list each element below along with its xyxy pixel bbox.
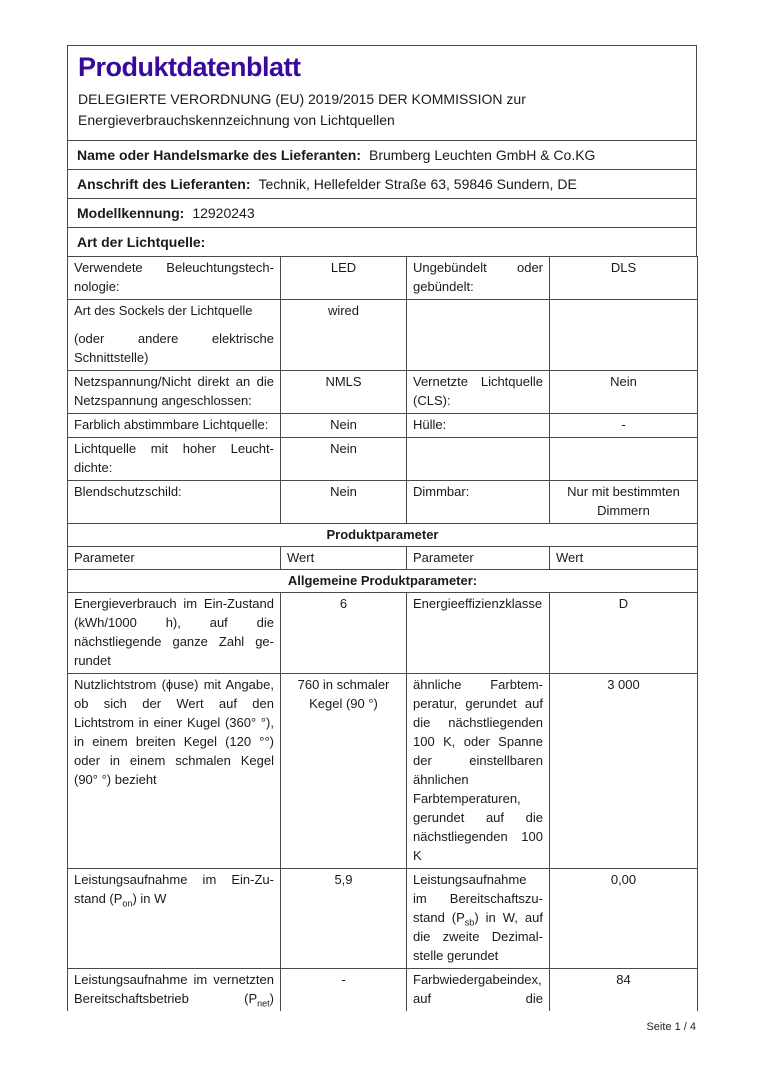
section-row-produktparameter <box>68 524 698 547</box>
regulation-line-2: Energieverbrauchskennzeichnung von Lichtquellen <box>78 112 395 128</box>
param-cell: Energieverbrauch im Ein-Zustand (kWh/1000 h), auf die nächstliegende ganze Zahl gerundet <box>68 593 281 674</box>
section-header-produktparameter: Produktparameter <box>68 524 698 547</box>
table-row-colour-tunable <box>68 414 698 438</box>
value-cell: - <box>281 969 407 1012</box>
param-cell: Vernetzte Lichtquelle (CLS): <box>407 371 550 414</box>
model-id-label: Modellkennung: <box>77 205 185 221</box>
value-cell: 760 in schmaler Kegel (90 °) <box>281 674 407 869</box>
column-header-parameter-1: Parameter <box>68 547 281 570</box>
supplier-address-row <box>67 169 697 199</box>
regulation-text <box>78 89 686 131</box>
value-cell: LED <box>281 257 407 300</box>
param-cell: Nutzlichtstrom (ϕuse) mit Angabe, ob sich der Wert auf den Lichtstrom in einer Kugel (360° °), in einem breiten Kegel (120 °°) oder in einem schmalen Kegel (90° °) bezieht <box>68 674 281 869</box>
title-section <box>67 45 697 141</box>
supplier-address-label: Anschrift des Lieferanten: <box>77 176 251 192</box>
product-data-table <box>67 256 698 1011</box>
param-cell: Art des Sockels der Lichtquelle (oder andere elektrische Schnittstelle) <box>68 300 281 371</box>
param-cell: Leistungsaufnahme im Ein-Zustand $(P_{on})$ in W <box>68 869 281 969</box>
section-header-allgemeine-produktparameter: Allgemeine Produktparameter: <box>68 570 698 593</box>
value-cell: 0,00 <box>550 869 698 969</box>
param-cell: ähnliche Farbtemperatur, gerundet auf die nächstliegenden 100 K, oder Spanne der einstellbaren ähnlichen Farbtemperaturen, gerundet auf die nächstliegenden 100 K <box>407 674 550 869</box>
table-row-energy-consumption <box>68 593 698 674</box>
model-id-value: 12920243 <box>192 205 255 221</box>
param-cell <box>407 300 550 371</box>
value-cell <box>550 300 698 371</box>
page-title: Produktdatenblatt <box>78 52 301 82</box>
column-header-wert-2: Wert <box>550 547 698 570</box>
param-cell: Dimmbar: <box>407 481 550 524</box>
param-cell: Verwendete Beleuchtungstechnologie: <box>68 257 281 300</box>
value-cell: D <box>550 593 698 674</box>
param-cell: Hülle: <box>407 414 550 438</box>
light-source-type-label: Art der Lichtquelle: <box>77 234 206 250</box>
value-cell: 84 <box>550 969 698 1012</box>
regulation-line-1: DELEGIERTE VERORDNUNG (EU) 2019/2015 DER KOMMISSION zur <box>78 91 526 107</box>
table-row-on-mode-power <box>68 869 698 969</box>
value-cell: Nein <box>550 371 698 414</box>
value-cell: wired <box>281 300 407 371</box>
table-row-socket-type <box>68 300 698 371</box>
value-cell: - <box>550 414 698 438</box>
param-cell: Lichtquelle mit hoher Leuchtdichte: <box>68 438 281 481</box>
value-cell: 5,9 <box>281 869 407 969</box>
table-row-useful-luminous-flux <box>68 674 698 869</box>
supplier-address-value: Technik, Hellefelder Straße 63, 59846 Sundern, DE <box>258 176 577 192</box>
supplier-name-value: Brumberg Leuchten GmbH & Co.KG <box>369 147 596 163</box>
value-cell: Nein <box>281 438 407 481</box>
param-cell: Netzspannung/Nicht direkt an die Netzspannung angeschlossen: <box>68 371 281 414</box>
value-cell: Nein <box>281 481 407 524</box>
value-cell: DLS <box>550 257 698 300</box>
section-row-allgemeine-produktparameter <box>68 570 698 593</box>
column-header-wert-1: Wert <box>281 547 407 570</box>
param-cell <box>407 438 550 481</box>
page-footer: Seite 1 / 4 <box>646 1021 696 1033</box>
table-row-anti-glare <box>68 481 698 524</box>
table-row-lighting-technology <box>68 257 698 300</box>
value-cell: Nur mit bestimmten Dimmern <box>550 481 698 524</box>
supplier-name-label: Name oder Handelsmarke des Lieferanten: <box>77 147 361 163</box>
model-id-row <box>67 198 697 228</box>
param-cell: Leistungsaufnahme im vernetzten Bereitschaftsbetrieb $(P_{net})$ <box>68 969 281 1012</box>
param-cell: Blendschutzschild: <box>68 481 281 524</box>
param-cell: Energieeffizienzklasse <box>407 593 550 674</box>
light-source-type-header <box>67 227 697 257</box>
value-cell: Nein <box>281 414 407 438</box>
param-cell: Leistungsaufnahme im Bereitschaftszustand $(P_{sb})$ in W, auf die zweite Dezimalstelle gerundet <box>407 869 550 969</box>
supplier-name-row <box>67 140 697 170</box>
value-cell: NMLS <box>281 371 407 414</box>
param-cell: Farblich abstimmbare Lichtquelle: <box>68 414 281 438</box>
param-cell: Farbwiedergabeindex, auf die <box>407 969 550 1012</box>
table-row-high-luminance <box>68 438 698 481</box>
param-cell: Ungebündelt oder gebündelt: <box>407 257 550 300</box>
value-cell: 6 <box>281 593 407 674</box>
value-cell <box>550 438 698 481</box>
column-header-parameter-2: Parameter <box>407 547 550 570</box>
table-row-mains-voltage <box>68 371 698 414</box>
table-row-networked-standby-power <box>68 969 698 1012</box>
column-header-row <box>68 547 698 570</box>
value-cell: 3 000 <box>550 674 698 869</box>
document-page <box>67 45 697 1033</box>
